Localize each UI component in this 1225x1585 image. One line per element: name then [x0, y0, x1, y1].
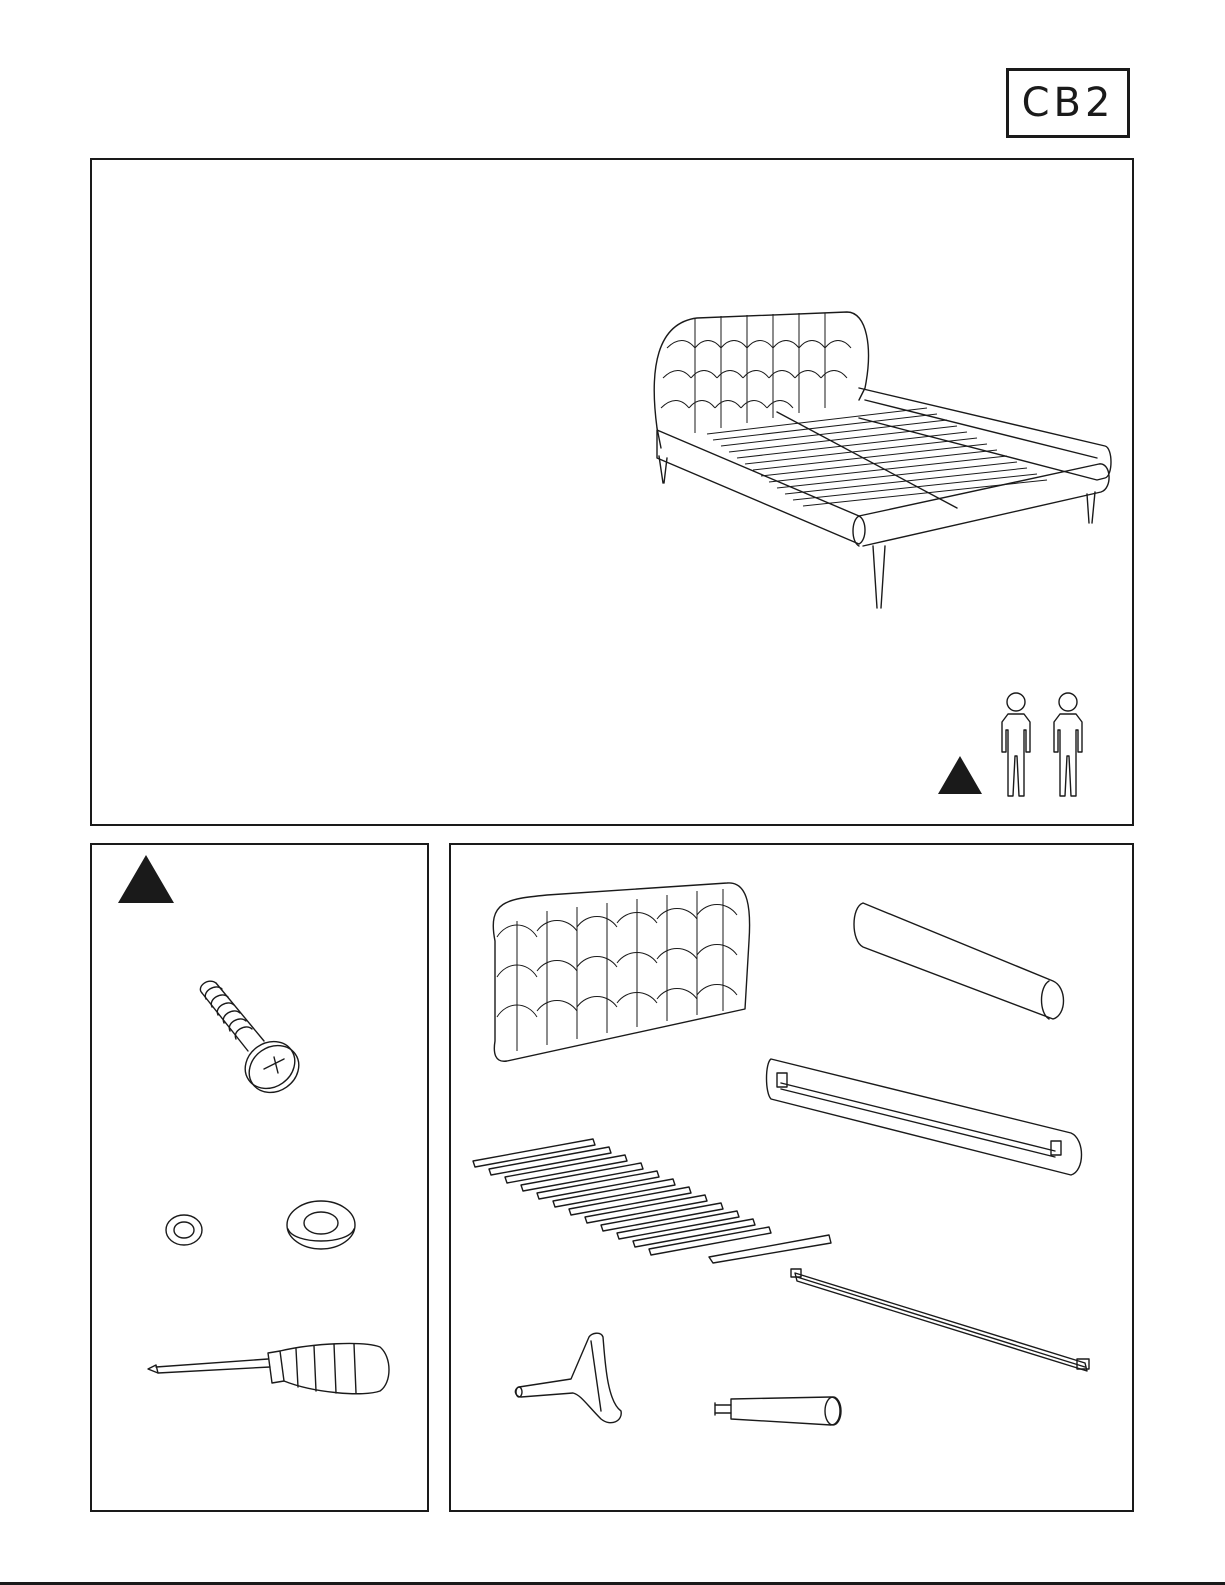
- assembled-bed-illustration: [637, 308, 1117, 628]
- lock-washer-icon: [162, 1210, 206, 1250]
- brand-logo: [1006, 68, 1130, 138]
- corner-leg-icon: [511, 1331, 631, 1431]
- center-leg-icon: [711, 1385, 847, 1435]
- product-overview-panel: [90, 158, 1134, 826]
- brand-logo-text: CB2: [1021, 80, 1115, 126]
- footboard-icon: [849, 897, 1069, 1027]
- headboard-icon: [487, 881, 755, 1065]
- bolt-icon: [188, 973, 318, 1103]
- flat-washer-icon: [284, 1197, 358, 1253]
- screwdriver-icon: [144, 1337, 394, 1407]
- center-rail-icon: [789, 1267, 1099, 1377]
- warning-triangle-icon: [116, 853, 176, 905]
- parts-panel: [449, 843, 1134, 1512]
- two-person-assembly-icon: [936, 690, 1106, 800]
- slats-icon: [469, 1135, 839, 1265]
- hardware-panel: [90, 843, 429, 1512]
- warning-triangle-icon: [938, 756, 982, 794]
